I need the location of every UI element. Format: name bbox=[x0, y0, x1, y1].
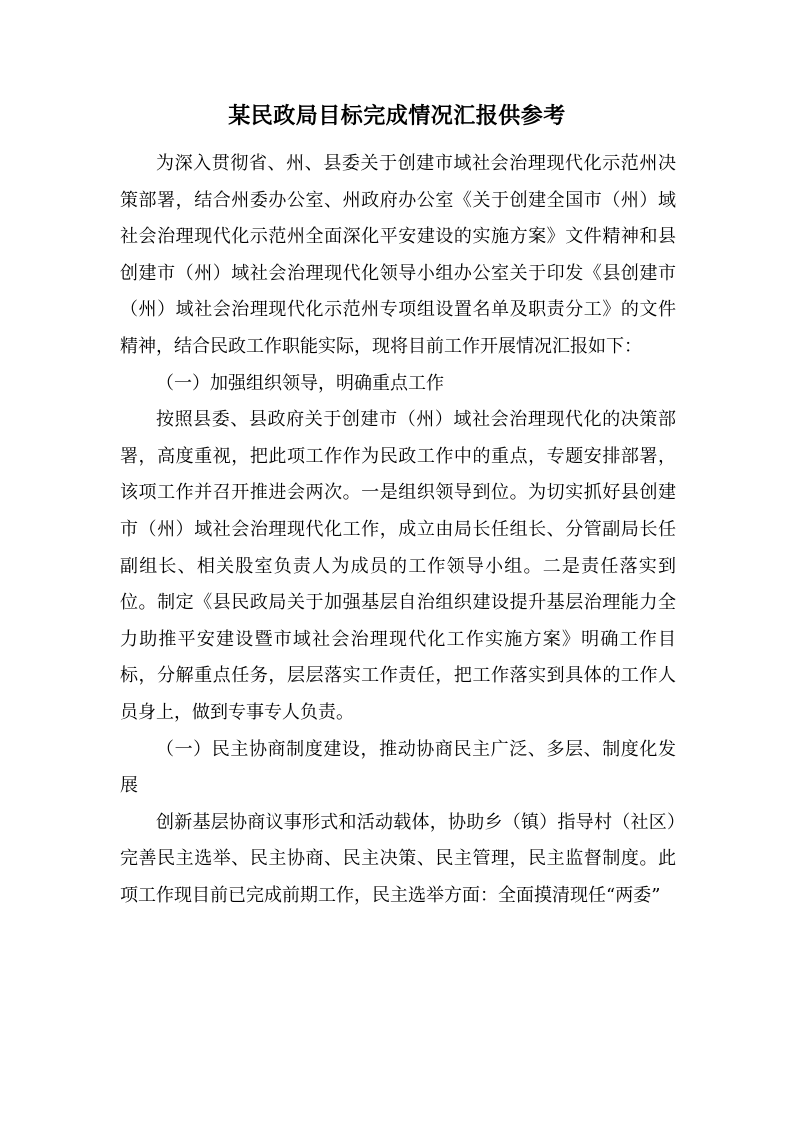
section-heading-organization: （一）加强组织领导，明确重点工作 bbox=[156, 372, 444, 394]
paragraph-intro: 为深入贯彻省、州、县委关于创建市域社会治理现代化示范州决策部署，结合州委办公室、州政府办公室《关于创建全国市（州）域社会治理现代化示范州全面深化平安建设的实施方案》文件精神和县创建市（州）域社会治理现代化领导小组办公室关于印发《县创建市（州）域社会治理现代化示范州专项组设置名单及职责分工》的文件精神，结合民政工作职能实际，现将目前工作开展情况汇报如下： bbox=[120, 153, 676, 357]
paragraph-organization: 按照县委、县政府关于创建市（州）域社会治理现代化的决策部署，高度重视，把此项工作作为民政工作中的重点，专题安排部署，该项工作并召开推进会两次。一是组织领导到位。为切实抓好县创建市（州）域社会治理现代化工作，成立由局长任组长、分管副局长任副组长、相关股室负责人为成员的工作领导小组。二是责任落实到位。制定《县民政局关于加强基层自治组织建设提升基层治理能力全力助推平安建设暨市域社会治理现代化工作实施方案》明确工作目标，分解重点任务，层层落实工作责任，把工作落实到具体的工作人员身上，做到专事专人负责。 bbox=[120, 409, 676, 723]
document-title: 某民政局目标完成情况汇报供参考 bbox=[228, 103, 566, 129]
section-heading-democratic-consultation: （一）民主协商制度建设，推动协商民主广泛、多层、制度化发展 bbox=[120, 738, 676, 797]
paragraph-democratic-consultation: 创新基层协商议事形式和活动载体，协助乡（镇）指导村（社区）完善民主选举、民主协商、民主决策、民主管理，民主监督制度。此项工作现目前已完成前期工作，民主选举方面：全面摸清现任“两委” bbox=[120, 811, 676, 906]
document-body bbox=[120, 146, 676, 914]
